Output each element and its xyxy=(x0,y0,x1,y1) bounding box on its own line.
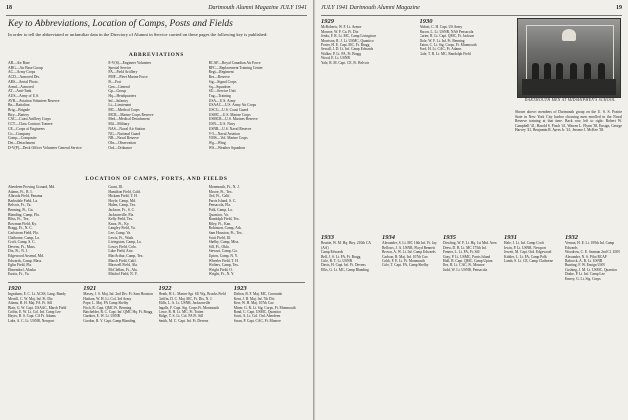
directory-entry: Gray, P. Lt. USMC, Parris Island xyxy=(443,254,491,259)
class-year-heading: 1920 xyxy=(8,285,21,292)
location-entry: Jackson, Ft., S. C. xyxy=(108,207,135,212)
abbreviation-entry: Regt—Regiment xyxy=(208,70,234,75)
directory-entry: Davis, H. Capt. Inf. Ft. Devens xyxy=(321,263,366,268)
directory-entry: Walker, P. Lt. FA, Ft. Bragg xyxy=(321,51,362,56)
abbreviation-entry: Co—Company xyxy=(8,131,31,136)
location-entry: Wright Field, O. xyxy=(208,267,233,272)
right-bottom-columns xyxy=(321,234,622,416)
directory-entry: Carter, R. Lt. Capt. QMC, Ft. Jackson xyxy=(419,34,475,39)
abbreviation-entry: NG—National Guard xyxy=(108,131,141,136)
location-entry: Blanding, Camp, Fla. xyxy=(8,212,40,217)
class-year-heading: 1934 xyxy=(382,234,395,241)
location-entry: Sam Houston, Ft., Tex. xyxy=(208,230,243,235)
location-entry: Lee, Camp, Va. xyxy=(108,230,132,235)
abbreviation-entry-column xyxy=(8,61,104,150)
directory-entry: Babcock, A. B. Lt. USNR xyxy=(565,259,603,264)
location-entry: Bliss, Ft., Tex. xyxy=(8,217,30,222)
abbreviation-entry: FMF—Fleet Marine Force xyxy=(108,75,148,80)
abbreviation-entry: ACD—Armored Div. xyxy=(8,75,40,80)
location-entry: Monmouth, Ft., N. J. xyxy=(208,185,240,189)
abbreviation-entry: USAAC—U.S. Army Air Corps xyxy=(208,103,257,108)
directory-entry: Dole, W. F. Lt. Inf. Ft. Benning xyxy=(419,38,465,43)
abbreviation-entry-column xyxy=(209,61,305,150)
directory-entry: Gordon, R. V. Capt. Camp Blanding xyxy=(83,318,136,323)
photo-lamp xyxy=(562,29,576,41)
location-entry-column xyxy=(108,185,204,277)
left-running-head-text: Dartmouth Alumni Magazine JULY 1941 xyxy=(208,5,307,11)
location-entry: Croft, Camp, S. C. xyxy=(8,240,36,245)
abbreviation-entry: Gp—Group xyxy=(108,89,126,94)
abbreviation-entry: Lt—Lieutenant xyxy=(108,103,132,108)
directory-entry: Ingraham, E. C. Lt. ACSS, Lang. Bandy xyxy=(8,292,66,297)
directory-column xyxy=(420,18,515,202)
left-page-number: 18 xyxy=(6,5,12,11)
abbreviation-entry: V-5—Naval Aviation xyxy=(208,131,240,136)
abbreviation-entry: ABG—Air Base Group xyxy=(8,65,43,70)
section-divider xyxy=(8,282,305,283)
photo-table xyxy=(522,79,616,95)
directory-entry: Fitch, R. Capt. QMC Ft. Benning xyxy=(83,305,132,310)
location-entry: Carlstrom Field, Fla. xyxy=(8,230,39,235)
directory-entry: Cole, R. T. Lt. USNR xyxy=(321,259,353,264)
directory-entry: Morrison, R. J. Lt. USMC, Quantico xyxy=(321,38,374,43)
abbreviation-entry-column xyxy=(108,61,204,150)
class-year-heading: 1922 xyxy=(158,285,172,292)
abbreviation-entry: AVR—Aviation Volunteer Reserve xyxy=(8,98,60,103)
location-entry: Edgewood Arsenal, Md. xyxy=(8,253,44,258)
location-entry: Belvoir, Ft., Va. xyxy=(8,203,32,208)
class-year-heading: 1929 xyxy=(321,18,334,25)
directory-column xyxy=(8,285,79,416)
directory-entry: Ingalls, F. Capt. Sig. Corps Ft. Monmouth xyxy=(158,305,220,310)
directory-entry: Jewett, M. Capt. Ord. Edgewood xyxy=(504,250,552,255)
group-photo xyxy=(517,18,621,98)
directory-entry: Bacon, L. Lt. USNR, NAS Pensacola xyxy=(419,29,474,34)
page-title: Key to Abbreviations, Location of Camps, Posts and Fields xyxy=(8,19,233,29)
directory-entry: Lamb, S. Lt. CE, Camp Claiborne xyxy=(504,259,554,264)
abbreviation-entry: Armd—Armored xyxy=(8,84,34,89)
abbreviations-columns xyxy=(8,61,305,150)
directory-entry: Kidder, L. Lt. FA, Camp Polk xyxy=(504,254,547,259)
directory-entry: Kent, J. B. Maj. Inf. 7th Div. xyxy=(233,296,276,301)
location-entry: Hoyle, Camp, Md. xyxy=(108,198,136,203)
directory-entry: Mills, L. A. Lt. USNR, Jacksonville xyxy=(158,301,211,306)
directory-column xyxy=(83,285,154,416)
location-entry: Wright, Ft., N. Y. xyxy=(208,272,235,277)
location-entry-column xyxy=(209,185,305,277)
locations-header: LOCATION OF CAMPS, FORTS, AND FIELDS xyxy=(85,176,228,182)
abbreviation-entry: WS—Weather Squadron xyxy=(208,145,246,150)
directory-entry: Smith, M. C. Capt. Inf. Ft. Devens xyxy=(158,318,209,323)
directory-entry: Cole, T. Capt. FA, Camp Shelby xyxy=(382,263,429,268)
abbreviation-entry: Hq—Headquarters xyxy=(108,93,137,98)
directory-entry: Sewall, J. D. Lt. Inf. Camp Edwards xyxy=(321,47,374,52)
directory-entry: Eaton, C. Lt. Sig. Corps, Ft. Monmouth xyxy=(419,43,477,48)
directory-entry: Porter, H. E. Capt. MC, Ft. Bragg xyxy=(321,43,370,48)
left-directory-columns xyxy=(8,285,305,416)
directory-entry: Drew, D. B. Lt. MC 175th Inf. xyxy=(443,245,487,250)
location-entry: Devens, Ft., Mass. xyxy=(8,244,36,249)
directory-column xyxy=(382,234,439,416)
abbreviation-entry: E-V(S)—Engineer Volunteer xyxy=(108,61,152,65)
abbreviation-entry: NAS—Naval Air Station xyxy=(108,126,146,131)
abbreviations-header: ABBREVIATIONS xyxy=(128,52,185,58)
directory-column xyxy=(159,285,230,416)
directory-entry: Woodrow, C. E. Seaman 2nd Cl. USN xyxy=(565,250,620,255)
abbreviation-entry: Sq—Squadron xyxy=(208,84,231,89)
location-entry: Livingston, Camp, La. xyxy=(108,240,142,245)
abbreviation-entry: AT—Anti-Tank xyxy=(8,89,32,94)
directory-entry: Cobb, F. E. Lt. Ft. Monmouth xyxy=(382,259,425,264)
location-entry: Mitchel Field, N. Y. xyxy=(108,272,138,277)
directory-entry: Emery, G. Lt. Sig. Corps xyxy=(565,276,601,281)
abbreviation-entry: Bn—Battalion xyxy=(8,103,30,108)
directory-entry: Brown, A. W. Lt. Inf. Camp Edwards xyxy=(382,250,436,255)
directory-entry: Blair, G. W. Capt. USAAC, March Field xyxy=(8,305,67,310)
directory-entry: Hale, J. Lt. Inf. Camp Croft xyxy=(504,241,544,246)
abbreviation-entry: Det—Detachment xyxy=(8,140,35,145)
photo-caption: DARTMOUTH MEN AT MIDSHIPMEN'S SCHOOL xyxy=(524,98,616,102)
location-entry: Lewis, Ft., Wash. xyxy=(108,235,134,240)
class-year-heading: 1932 xyxy=(565,234,578,241)
location-entry: Knox, Ft., Ky. xyxy=(108,221,130,226)
location-entry: Riley, Ft., Kan. xyxy=(208,221,232,226)
directory-entry: Iles, R. Lt. CAC, Ft. Monroe xyxy=(443,263,485,268)
directory-entry: Monroe, W. F. Ca. Ft. Dix xyxy=(321,29,359,34)
directory-column xyxy=(321,18,416,202)
abbreviation-entry: Ft—Fort xyxy=(108,79,122,84)
directory-entry: Jenks, F. R. Lt. MC, Camp Livingston xyxy=(321,34,376,39)
directory-entry: Wood, E. Lt. USNR xyxy=(321,56,350,61)
directory-entry: Judd, W. Lt. USNR, Pensacola xyxy=(443,267,488,272)
abbreviation-entry: Brig—Brigade xyxy=(8,108,30,113)
abbreviation-entry: Mil—Military xyxy=(108,122,130,127)
directory-entry: Alexander, N. S. Pilot RCAF xyxy=(565,254,607,259)
location-entry: Stewart, Camp, Ga. xyxy=(208,249,238,254)
directory-entry: Swan, P. Capt. CAC, Ft. Monroe xyxy=(233,318,281,323)
location-entry-column xyxy=(8,185,104,277)
directory-entry: Merrill, C. W. Maj. Inf. Ft. Dix xyxy=(8,296,53,301)
right-running-head-text: JULY 1941 Dartmouth Alumni Magazine xyxy=(321,5,420,11)
directory-entry: Carlson, R. Maj. Inf. 107th Cav. xyxy=(382,254,429,259)
directory-entry: Adams, R. H. Maj. FA. Ft. Sill xyxy=(8,301,53,306)
location-entry: Eglin Field, Fla. xyxy=(8,263,32,268)
location-entry: Adams, Ft., R. I. xyxy=(8,189,33,194)
directory-entry: McRoberts, W. F. Lt. Armor xyxy=(321,25,362,30)
abbreviation-entry: D-V(P)—Deck Officer Volunteer General Service xyxy=(8,145,82,150)
abbreviation-entry: USMCR—U.S. Marines Reserve xyxy=(208,117,258,122)
location-entry: Dix, Ft., N. J. xyxy=(8,249,29,254)
location-entry: Benning, Ft., Ga. xyxy=(8,207,34,212)
location-entry: Edwards, Camp, Mass. xyxy=(8,258,43,263)
abbreviation-entry: MCR—Marine Corps Reserve xyxy=(108,112,154,117)
location-entry: Maxwell Field, Ala. xyxy=(108,263,138,268)
directory-column xyxy=(443,234,500,416)
location-entry: Sill, Ft., Okla. xyxy=(208,244,230,249)
location-entry: Barksdale Field, La. xyxy=(8,198,38,203)
location-entry: Robinson, Camp, Ark. xyxy=(208,226,242,231)
abbreviation-entry: Sig—Signal Corps xyxy=(208,79,237,84)
location-entry: MacArthur, Camp, Tex. xyxy=(108,253,144,258)
directory-entry: Cushing, J. M. Lt. USMC, Quantico xyxy=(565,267,618,272)
directory-entry: Batchelder, R. C. Capt. Inf. QMC Hq. Ft. Bragg xyxy=(83,310,153,315)
abbreviation-entry: NR—Naval Reserve xyxy=(108,136,139,141)
directory-entry: Drake, P. Lt. Inf. Camp Lee xyxy=(565,272,605,277)
class-year-heading: 1935 xyxy=(443,234,456,241)
directory-entry: Gardner, E. W. Lt. USNR xyxy=(83,314,121,319)
directory-entry: Gale, T. R. Lt. MC, Randolph Field xyxy=(419,51,471,56)
location-entry: Bragg, Ft., N. C. xyxy=(8,226,33,231)
location-entry: Polk, Camp, La. xyxy=(208,207,233,212)
location-entry: Wheeler Field, T. H. xyxy=(208,258,239,263)
abbreviation-entry: Obs—Observation xyxy=(108,140,136,145)
abbreviation-entry: Res—Reserve xyxy=(208,75,230,80)
abbreviation-entry: Gen—General xyxy=(108,84,130,89)
directory-entry: Bunting, F. W. Ensign USN xyxy=(565,263,605,268)
right-page-number: 19 xyxy=(616,5,622,11)
locations-columns xyxy=(8,185,305,277)
abbreviation-entry: Wg—Wing xyxy=(208,140,226,145)
location-entry: Albrook Field, Panama xyxy=(8,194,43,199)
directory-entry: Maxey, J. S. Maj. Inf. 2nd Div. Ft. Sam Houston xyxy=(83,292,153,297)
directory-entry: Rand, C. Capt. USMC, Quantico xyxy=(233,310,282,315)
abbreviation-entry: USNR—U.S. Naval Reserve xyxy=(208,126,252,131)
directory-column xyxy=(565,234,622,416)
class-year-heading: 1933 xyxy=(321,234,334,241)
abbreviation-entry: FA—Field Artillery xyxy=(108,70,138,75)
abbreviation-entry: CAC—Coast Artillery Corps xyxy=(8,117,51,122)
abbreviation-entry: USCG—U.S. Coast Guard xyxy=(208,108,249,113)
location-entry: Hamilton Field, Calif. xyxy=(108,189,141,194)
directory-entry: Miner, G. R. Lt. Sig. Corps, Ft. Monmouth xyxy=(233,305,296,310)
abbreviation-entry: CCT—Class Contract Trainee xyxy=(8,122,53,127)
right-page xyxy=(315,0,628,420)
directory-entry: Kerr, W. H. Maj. 107th Cav. xyxy=(233,301,275,306)
abbreviation-entry: MC—Medical Corps xyxy=(108,108,140,113)
location-entry: Claiborne, Camp, La. xyxy=(8,235,40,240)
abbreviation-entry: VMS—Vol. Marine Corps xyxy=(208,136,248,141)
class-year-heading: 1923 xyxy=(233,285,247,292)
abbreviations-section xyxy=(8,52,305,172)
photo-note: Shown above: members of Dartmouth group on the U. S. S. Prairie State in New York City harbor choosing men enrolled in the Naval Reserve training at that time. Back row, left to right: Robert W. Campbell '41, Harold S. Finch '41, Warren L. Flynn '38, Ensign, George Harvey '41, Benjamin R. Ayres Jr. '41, Jerome J. McKee '38. xyxy=(515,110,622,132)
location-entry: Luke Field, Ariz. xyxy=(108,249,134,254)
directory-entry: Hayes, R. S. Capt. CA Ft. Adams xyxy=(8,314,56,319)
class-year-heading: 1921 xyxy=(83,285,97,292)
abbreviation-entry: Tng—Training xyxy=(208,93,231,98)
abbreviation-entry: AC—Army Corps xyxy=(8,70,36,75)
directory-column xyxy=(234,285,305,416)
directory-entry: Hudson, W. H. Lt. Col. 3rd Army xyxy=(83,296,132,301)
abbreviation-entry: Special Service xyxy=(108,65,132,70)
abbreviation-entry: RCAF—Royal Canadian Air Force xyxy=(208,61,261,65)
location-entry: Langley Field, Va. xyxy=(108,226,136,231)
class-year-heading: 1931 xyxy=(504,234,517,241)
location-entry: Shelby, Camp, Miss. xyxy=(208,240,240,245)
directory-entry: Griffin, D. C. Maj. MC, Ft. Dix, N. J. xyxy=(158,296,213,301)
abbreviation-entry: USN—U.S. Navy xyxy=(208,122,236,127)
abbreviation-entry: AB—Air Base xyxy=(8,61,30,65)
location-entry: Hickam Field, T. H. xyxy=(108,194,138,199)
location-entry: Elmendorf, Alaska xyxy=(8,267,36,272)
location-entry: Randolph Field, Tex. xyxy=(208,217,240,222)
abbreviation-entry: AUS—Army of U.S. xyxy=(8,93,40,98)
left-running-head xyxy=(6,5,307,16)
locations-section xyxy=(8,176,305,280)
location-entry: Ord, Ft., Calif. xyxy=(208,194,231,199)
directory-entry: Coffin, E. W. Lt. Col. Inf. Camp Lee xyxy=(8,310,61,315)
directory-column xyxy=(321,234,378,416)
directory-entry: Heath, H. L. Master Sgt. SU Wg. Brooks Field xyxy=(158,292,226,297)
location-entry: Lowry Field, Colo. xyxy=(108,244,137,249)
directory-entry: Dalton, B. F. Maj. MC, Coronado xyxy=(233,292,283,297)
right-top-columns xyxy=(321,18,514,202)
abbreviation-entry: Btry—Battery xyxy=(8,112,30,117)
directory-entry: Dowling, W. F. Lt. Hq. 1st Mtd. Area xyxy=(443,241,497,246)
abbreviation-entry: CE—Corps of Engineers xyxy=(8,126,45,131)
directory-entry: Hull, B. Capt. QMC, Camp Upton xyxy=(443,259,493,264)
right-running-head xyxy=(321,5,622,16)
abbreviation-entry: USA—U.S. Army xyxy=(208,98,236,103)
directory-entry: Bellows, J. A. USNR, Floyd Bennett xyxy=(382,245,435,250)
directory-entry: Ford, H. Lt. CAC, Ft. Adams xyxy=(419,47,462,52)
abbreviation-entry: USMC—U.S. Marine Corps xyxy=(208,112,251,117)
location-entry: McClellan, Ft., Ala. xyxy=(108,267,138,272)
location-entry: Moore, Ft., Tex. xyxy=(208,189,233,194)
directory-entry: Ridge, T. S. Lt. Col. FA Ft. Sill xyxy=(158,314,204,319)
location-entry: Eustis, Ft., Va. xyxy=(8,272,30,277)
directory-entry: Vernon, H. E. Lt. 109th Inf. Camp Edwards xyxy=(565,241,615,250)
abbreviation-entry: ARS—Aerial Photo. xyxy=(8,79,39,84)
abbreviation-entry: SU—Service Unit xyxy=(208,89,236,94)
directory-entry: Camp Edwards xyxy=(321,250,344,255)
directory-entry: Yale, R. M. Capt. CE, Ft. Belvoir xyxy=(321,60,369,65)
location-entry: Jacksonville, Fla. xyxy=(108,212,135,217)
class-year-heading: 1930 xyxy=(419,18,433,25)
directory-entry: Fenner, L. Lt. FA, Ft. Sill xyxy=(443,250,480,255)
abbreviation-entry: Inf—Infantry xyxy=(108,98,129,103)
location-entry: Quantico, Va. xyxy=(208,212,229,217)
location-entry: Upton, Camp, N. Y. xyxy=(208,253,238,258)
directory-entry: Irwin, P. Lt. USNR, Newport xyxy=(504,245,546,250)
directory-entry: Abbott, C. H. Capt. US Army xyxy=(419,25,463,30)
directory-entry: Pope, L. Maj. FA Camp Shelby xyxy=(83,301,129,306)
location-entry: Hulen, Camp, Tex. xyxy=(108,203,137,208)
directory-entry: Alexander, S. Lt. MC 16th Inf. Ft. Jay xyxy=(382,241,437,246)
directory-entry: Lake, A. C. Lt. USNR, Newport xyxy=(8,318,55,323)
location-entry: Grant, Ill. xyxy=(108,185,123,189)
directory-entry: Ellis, G. Lt. MC, Camp Blanding xyxy=(321,267,369,272)
abbreviation-entry: RFC—Replacement Training Center xyxy=(208,65,263,70)
directory-entry: Beattie, W. M. Hq. Btry. 210th CA (AA) xyxy=(321,241,371,250)
location-entry: Kelly Field, Tex. xyxy=(108,217,134,222)
directory-entry: Scott, A. Lt. Col. Ord. Aberdeen xyxy=(233,314,281,319)
intro-paragraph: In order to tell the abbreviated or unfamiliar data in the Directory of Alumni in Service carried on these pages the following key is published: xyxy=(8,32,268,37)
location-entry: March Field, Calif. xyxy=(108,258,137,263)
location-entry: Parris Island, S. C. xyxy=(208,198,237,203)
abbreviation-entry: Med—Medical Detachment xyxy=(108,117,150,122)
location-entry: Scott Field, Ill. xyxy=(208,235,231,240)
location-entry: Aberdeen Proving Ground, Md. xyxy=(8,185,56,189)
location-entry: Pensacola, Fla. xyxy=(208,203,231,208)
directory-column xyxy=(504,234,561,416)
abbreviation-entry: Ord—Ordnance xyxy=(108,145,133,150)
abbreviation-entry: Comp—Composite xyxy=(8,136,37,141)
directory-entry: Lowe, R. H. Lt. MC, Ft. Totten xyxy=(158,310,204,315)
location-entry: Bowman Field, Ky. xyxy=(8,221,37,226)
location-entry: Wolters, Camp, Tex. xyxy=(208,263,239,268)
directory-entry: Bell, J. S. Lt. FA, Ft. Bragg xyxy=(321,254,361,259)
